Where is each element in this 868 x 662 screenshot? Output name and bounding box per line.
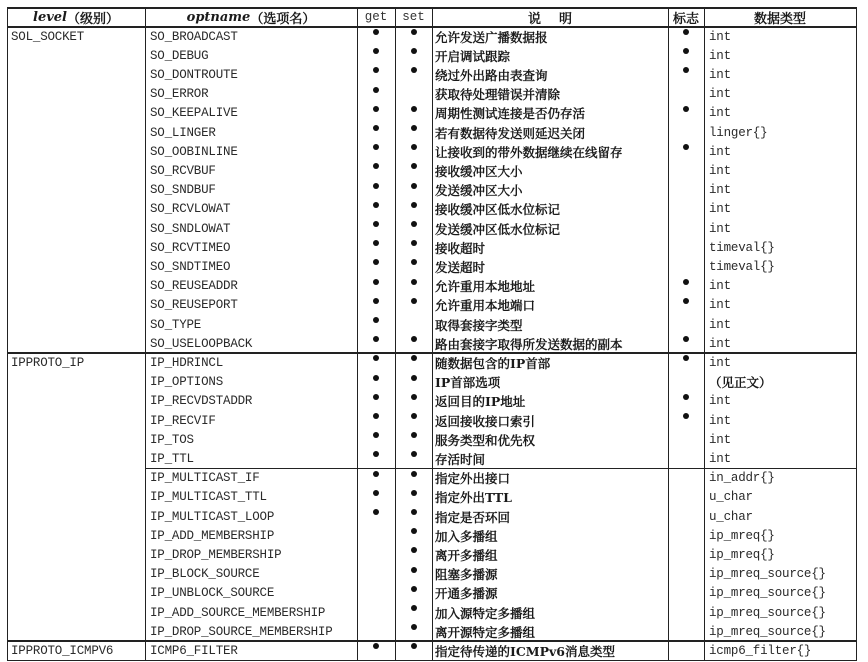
get-cell bbox=[357, 584, 395, 603]
get-cell bbox=[357, 469, 395, 488]
description-cell: 阻塞多播源 bbox=[435, 567, 498, 583]
set-cell bbox=[395, 181, 432, 200]
optname-cell: IP_RECVIF bbox=[150, 413, 216, 428]
set-bullet-icon bbox=[411, 240, 417, 246]
get-bullet-icon bbox=[373, 221, 379, 227]
set-cell bbox=[395, 123, 432, 142]
description-cell: 周期性测试连接是否仍存活 bbox=[435, 106, 586, 122]
get-cell bbox=[357, 430, 395, 449]
set-cell bbox=[395, 565, 432, 584]
optname-cell: IP_MULTICAST_IF bbox=[150, 471, 260, 486]
set-cell bbox=[395, 104, 432, 123]
get-cell bbox=[357, 161, 395, 180]
get-bullet-icon bbox=[373, 375, 379, 381]
flag-cell bbox=[668, 296, 704, 315]
datatype-cell: int bbox=[709, 317, 731, 332]
get-cell bbox=[357, 238, 395, 257]
set-cell bbox=[395, 200, 432, 219]
set-cell bbox=[395, 142, 432, 161]
description-cell: 允许重用本地端口 bbox=[435, 298, 536, 314]
datatype-cell: int bbox=[709, 67, 731, 82]
flag-bullet-icon bbox=[683, 413, 689, 419]
optname-cell: SO_DONTROUTE bbox=[150, 67, 238, 82]
optname-cell: SO_REUSEADDR bbox=[150, 279, 238, 294]
set-cell bbox=[395, 373, 432, 392]
get-bullet-icon bbox=[373, 183, 379, 189]
flag-cell bbox=[668, 641, 704, 660]
header-level bbox=[7, 7, 145, 27]
description-cell: 指定待传递的ICMPv6消息类型 bbox=[435, 643, 615, 659]
get-bullet-icon bbox=[373, 279, 379, 285]
description-cell: 路由套接字取得所发送数据的副本 bbox=[435, 336, 623, 352]
set-cell bbox=[395, 315, 432, 334]
flag-cell bbox=[668, 603, 704, 622]
get-bullet-icon bbox=[373, 87, 379, 93]
get-cell bbox=[357, 257, 395, 276]
get-cell bbox=[357, 449, 395, 468]
set-cell bbox=[395, 161, 432, 180]
header-level-italic: level bbox=[33, 9, 67, 25]
optname-cell: IP_DROP_SOURCE_MEMBERSHIP bbox=[150, 624, 333, 639]
description-cell: 发送缓冲区低水位标记 bbox=[435, 221, 561, 237]
flag-cell bbox=[668, 200, 704, 219]
set-bullet-icon bbox=[411, 567, 417, 573]
set-cell bbox=[395, 449, 432, 468]
get-cell bbox=[357, 353, 395, 372]
datatype-cell: ip_mreq_source{} bbox=[709, 624, 826, 639]
description-cell: 允许发送广播数据报 bbox=[435, 29, 548, 45]
get-cell bbox=[357, 488, 395, 507]
set-cell bbox=[395, 469, 432, 488]
datatype-cell: int bbox=[709, 221, 731, 236]
optname-cell: IP_TTL bbox=[150, 451, 194, 466]
get-bullet-icon bbox=[373, 509, 379, 515]
get-cell bbox=[357, 296, 395, 315]
set-cell bbox=[395, 219, 432, 238]
get-cell bbox=[357, 507, 395, 526]
datatype-cell: int bbox=[709, 413, 731, 428]
optname-cell: SO_ERROR bbox=[150, 87, 209, 102]
datatype-cell: （见正文） bbox=[709, 375, 772, 391]
description-cell: 返回接收接口索引 bbox=[435, 413, 536, 429]
set-cell bbox=[395, 238, 432, 257]
datatype-cell: int bbox=[709, 48, 731, 63]
flag-cell bbox=[668, 469, 704, 488]
set-bullet-icon bbox=[411, 221, 417, 227]
flag-cell bbox=[668, 65, 704, 84]
optname-cell: SO_SNDLOWAT bbox=[150, 221, 231, 236]
set-bullet-icon bbox=[411, 67, 417, 73]
flag-cell bbox=[668, 584, 704, 603]
flag-cell bbox=[668, 430, 704, 449]
optname-cell: SO_RCVTIMEO bbox=[150, 240, 231, 255]
datatype-cell: int bbox=[709, 163, 731, 178]
get-cell bbox=[357, 123, 395, 142]
get-cell bbox=[357, 181, 395, 200]
get-cell bbox=[357, 622, 395, 641]
set-cell bbox=[395, 622, 432, 641]
set-bullet-icon bbox=[411, 144, 417, 150]
datatype-cell: ip_mreq_source{} bbox=[709, 567, 826, 582]
get-bullet-icon bbox=[373, 336, 379, 342]
get-cell bbox=[357, 46, 395, 65]
column-divider bbox=[145, 7, 146, 661]
column-divider bbox=[856, 7, 857, 661]
header-datatype: 数据类型 bbox=[753, 11, 806, 27]
description-cell: 允许重用本地地址 bbox=[435, 279, 536, 295]
set-cell bbox=[395, 603, 432, 622]
get-cell bbox=[357, 277, 395, 296]
optname-cell: SO_RCVLOWAT bbox=[150, 202, 231, 217]
column-divider bbox=[357, 7, 358, 661]
datatype-cell: int bbox=[709, 183, 731, 198]
datatype-cell: int bbox=[709, 29, 731, 44]
description-cell: 加入源特定多播组 bbox=[435, 605, 536, 621]
datatype-cell: timeval{} bbox=[709, 240, 775, 255]
datatype-cell: u_char bbox=[709, 490, 753, 505]
set-bullet-icon bbox=[411, 375, 417, 381]
get-bullet-icon bbox=[373, 144, 379, 150]
optname-cell: IP_UNBLOCK_SOURCE bbox=[150, 586, 275, 601]
flag-bullet-icon bbox=[683, 144, 689, 150]
set-bullet-icon bbox=[411, 547, 417, 553]
set-cell bbox=[395, 85, 432, 104]
get-cell bbox=[357, 65, 395, 84]
flag-cell bbox=[668, 353, 704, 372]
set-cell bbox=[395, 277, 432, 296]
optname-cell: IP_HDRINCL bbox=[150, 355, 224, 370]
get-bullet-icon bbox=[373, 355, 379, 361]
header-flag: 标志 bbox=[672, 11, 699, 27]
description-cell: 离开多播组 bbox=[435, 547, 498, 563]
description-cell: 存活时间 bbox=[435, 451, 486, 467]
flag-cell bbox=[668, 277, 704, 296]
datatype-cell: int bbox=[709, 279, 731, 294]
get-bullet-icon bbox=[373, 394, 379, 400]
flag-cell bbox=[668, 219, 704, 238]
optname-cell: SO_OOBINLINE bbox=[150, 144, 238, 159]
optname-cell: IP_ADD_SOURCE_MEMBERSHIP bbox=[150, 605, 326, 620]
row-divider bbox=[7, 640, 856, 642]
description-cell: 开通多播源 bbox=[435, 586, 498, 602]
set-cell bbox=[395, 507, 432, 526]
get-bullet-icon bbox=[373, 240, 379, 246]
row-divider bbox=[145, 468, 856, 470]
optname-cell: IP_OPTIONS bbox=[150, 375, 224, 390]
set-bullet-icon bbox=[411, 355, 417, 361]
get-cell bbox=[357, 545, 395, 564]
header-description: 说 明 bbox=[527, 11, 573, 27]
set-cell bbox=[395, 296, 432, 315]
optname-cell: IP_MULTICAST_TTL bbox=[150, 490, 267, 505]
description-cell: 接收缓冲区大小 bbox=[435, 163, 523, 179]
optname-cell: SO_REUSEPORT bbox=[150, 298, 238, 313]
column-divider bbox=[395, 7, 396, 661]
get-bullet-icon bbox=[373, 432, 379, 438]
flag-bullet-icon bbox=[683, 394, 689, 400]
datatype-cell: int bbox=[709, 394, 731, 409]
set-cell bbox=[395, 65, 432, 84]
header-optname-zh: （选项名） bbox=[250, 11, 316, 27]
get-cell bbox=[357, 411, 395, 430]
description-cell: 让接收到的带外数据继续在线留存 bbox=[435, 144, 623, 160]
set-cell bbox=[395, 545, 432, 564]
set-bullet-icon bbox=[411, 183, 417, 189]
optname-cell: IP_DROP_MEMBERSHIP bbox=[150, 547, 282, 562]
get-bullet-icon bbox=[373, 48, 379, 54]
set-bullet-icon bbox=[411, 336, 417, 342]
flag-cell bbox=[668, 622, 704, 641]
level-cell bbox=[7, 469, 145, 488]
get-bullet-icon bbox=[373, 451, 379, 457]
set-bullet-icon bbox=[411, 643, 417, 649]
set-bullet-icon bbox=[411, 451, 417, 457]
optname-cell: SO_USELOOPBACK bbox=[150, 336, 253, 351]
set-bullet-icon bbox=[411, 29, 417, 35]
datatype-cell: int bbox=[709, 202, 731, 217]
header-set: set bbox=[402, 10, 425, 24]
get-cell bbox=[357, 334, 395, 353]
get-bullet-icon bbox=[373, 413, 379, 419]
get-bullet-icon bbox=[373, 317, 379, 323]
get-bullet-icon bbox=[373, 471, 379, 477]
header-optname bbox=[145, 7, 357, 27]
datatype-cell: ip_mreq{} bbox=[709, 528, 775, 543]
description-cell: 开启调试跟踪 bbox=[435, 48, 511, 64]
get-cell bbox=[357, 142, 395, 161]
flag-cell bbox=[668, 238, 704, 257]
header-level-zh: （级别） bbox=[66, 11, 119, 27]
set-bullet-icon bbox=[411, 471, 417, 477]
get-cell bbox=[357, 104, 395, 123]
flag-cell bbox=[668, 257, 704, 276]
set-bullet-icon bbox=[411, 298, 417, 304]
get-bullet-icon bbox=[373, 29, 379, 35]
get-bullet-icon bbox=[373, 490, 379, 496]
get-bullet-icon bbox=[373, 643, 379, 649]
datatype-cell: int bbox=[709, 355, 731, 370]
datatype-cell: ip_mreq_source{} bbox=[709, 586, 826, 601]
set-bullet-icon bbox=[411, 490, 417, 496]
get-cell bbox=[357, 526, 395, 545]
row-divider bbox=[7, 352, 856, 354]
flag-cell bbox=[668, 545, 704, 564]
datatype-cell: timeval{} bbox=[709, 259, 775, 274]
flag-bullet-icon bbox=[683, 29, 689, 35]
get-cell bbox=[357, 200, 395, 219]
set-cell bbox=[395, 257, 432, 276]
set-bullet-icon bbox=[411, 528, 417, 534]
flag-cell bbox=[668, 526, 704, 545]
row-divider bbox=[7, 7, 856, 9]
flag-bullet-icon bbox=[683, 279, 689, 285]
column-divider bbox=[7, 7, 8, 661]
description-cell: 随数据包含的IP首部 bbox=[435, 355, 551, 371]
level-cell: IPPROTO_IP bbox=[11, 355, 85, 370]
set-bullet-icon bbox=[411, 432, 417, 438]
get-cell bbox=[357, 373, 395, 392]
set-cell bbox=[395, 488, 432, 507]
set-bullet-icon bbox=[411, 394, 417, 400]
row-divider bbox=[7, 660, 856, 662]
flag-cell bbox=[668, 392, 704, 411]
optname-cell: IP_RECVDSTADDR bbox=[150, 394, 253, 409]
get-bullet-icon bbox=[373, 298, 379, 304]
flag-cell bbox=[668, 104, 704, 123]
optname-cell: IP_BLOCK_SOURCE bbox=[150, 567, 260, 582]
set-cell bbox=[395, 334, 432, 353]
flag-bullet-icon bbox=[683, 48, 689, 54]
set-bullet-icon bbox=[411, 125, 417, 131]
datatype-cell: ip_mreq_source{} bbox=[709, 605, 826, 620]
column-divider bbox=[432, 7, 433, 661]
set-cell bbox=[395, 584, 432, 603]
set-cell bbox=[395, 526, 432, 545]
get-cell bbox=[357, 392, 395, 411]
set-cell bbox=[395, 392, 432, 411]
get-bullet-icon bbox=[373, 202, 379, 208]
optname-cell: SO_DEBUG bbox=[150, 48, 209, 63]
description-cell: 发送缓冲区大小 bbox=[435, 183, 523, 199]
get-cell bbox=[357, 85, 395, 104]
header-get: get bbox=[364, 10, 388, 24]
set-bullet-icon bbox=[411, 586, 417, 592]
row-divider bbox=[7, 26, 856, 28]
set-bullet-icon bbox=[411, 202, 417, 208]
set-bullet-icon bbox=[411, 106, 417, 112]
set-bullet-icon bbox=[411, 279, 417, 285]
set-cell bbox=[395, 353, 432, 372]
flag-cell bbox=[668, 46, 704, 65]
flag-bullet-icon bbox=[683, 336, 689, 342]
description-cell: 指定外出接口 bbox=[435, 471, 511, 487]
get-bullet-icon bbox=[373, 163, 379, 169]
set-bullet-icon bbox=[411, 413, 417, 419]
set-cell bbox=[395, 411, 432, 430]
flag-cell bbox=[668, 565, 704, 584]
optname-cell: SO_SNDBUF bbox=[150, 183, 216, 198]
level-cell: SOL_SOCKET bbox=[11, 29, 85, 44]
datatype-cell: u_char bbox=[709, 509, 753, 524]
flag-cell bbox=[668, 373, 704, 392]
flag-bullet-icon bbox=[683, 106, 689, 112]
description-cell: 接收缓冲区低水位标记 bbox=[435, 202, 561, 218]
datatype-cell: int bbox=[709, 106, 731, 121]
description-cell: 接收超时 bbox=[435, 240, 486, 256]
description-cell: 取得套接字类型 bbox=[435, 317, 523, 333]
datatype-cell: int bbox=[709, 87, 731, 102]
optname-cell: IP_MULTICAST_LOOP bbox=[150, 509, 275, 524]
optname-cell: SO_SNDTIMEO bbox=[150, 259, 231, 274]
optname-cell: SO_RCVBUF bbox=[150, 163, 216, 178]
set-cell bbox=[395, 430, 432, 449]
description-cell: 绕过外出路由表查询 bbox=[435, 67, 548, 83]
set-bullet-icon bbox=[411, 605, 417, 611]
set-bullet-icon bbox=[411, 509, 417, 515]
datatype-cell: in_addr{} bbox=[709, 471, 775, 486]
flag-bullet-icon bbox=[683, 67, 689, 73]
flag-bullet-icon bbox=[683, 355, 689, 361]
get-bullet-icon bbox=[373, 259, 379, 265]
set-bullet-icon bbox=[411, 48, 417, 54]
get-bullet-icon bbox=[373, 125, 379, 131]
level-cell: IPPROTO_ICMPV6 bbox=[11, 643, 114, 658]
column-divider bbox=[704, 7, 705, 661]
description-cell: IP首部选项 bbox=[435, 375, 501, 391]
datatype-cell: int bbox=[709, 144, 731, 159]
datatype-cell: int bbox=[709, 336, 731, 351]
set-bullet-icon bbox=[411, 163, 417, 169]
get-cell bbox=[357, 315, 395, 334]
description-cell: 指定外出TTL bbox=[435, 490, 512, 506]
description-cell: 获取待处理错误并清除 bbox=[435, 87, 561, 103]
get-cell bbox=[357, 603, 395, 622]
flag-cell bbox=[668, 27, 704, 46]
description-cell: 返回目的IP地址 bbox=[435, 394, 526, 410]
flag-cell bbox=[668, 334, 704, 353]
get-cell bbox=[357, 219, 395, 238]
flag-cell bbox=[668, 411, 704, 430]
set-cell bbox=[395, 27, 432, 46]
get-cell bbox=[357, 565, 395, 584]
flag-cell bbox=[668, 181, 704, 200]
get-bullet-icon bbox=[373, 106, 379, 112]
set-cell bbox=[395, 46, 432, 65]
flag-cell bbox=[668, 449, 704, 468]
datatype-cell: icmp6_filter{} bbox=[709, 643, 812, 658]
optname-cell: SO_KEEPALIVE bbox=[150, 106, 238, 121]
optname-cell: SO_LINGER bbox=[150, 125, 216, 140]
optname-cell: ICMP6_FILTER bbox=[150, 643, 238, 658]
description-cell: 指定是否环回 bbox=[435, 509, 511, 525]
header-optname-italic: optname bbox=[186, 9, 251, 25]
datatype-cell: linger{} bbox=[709, 125, 768, 140]
optname-cell: IP_TOS bbox=[150, 432, 194, 447]
optname-cell: SO_BROADCAST bbox=[150, 29, 238, 44]
flag-cell bbox=[668, 161, 704, 180]
optname-cell: IP_ADD_MEMBERSHIP bbox=[150, 528, 275, 543]
flag-bullet-icon bbox=[683, 298, 689, 304]
optname-cell: SO_TYPE bbox=[150, 317, 202, 332]
flag-cell bbox=[668, 142, 704, 161]
description-cell: 加入多播组 bbox=[435, 528, 498, 544]
get-cell bbox=[357, 641, 395, 660]
datatype-cell: int bbox=[709, 451, 731, 466]
flag-cell bbox=[668, 123, 704, 142]
description-cell: 若有数据待发送则延迟关闭 bbox=[435, 125, 586, 141]
get-bullet-icon bbox=[373, 67, 379, 73]
set-bullet-icon bbox=[411, 624, 417, 630]
description-cell: 离开源特定多播组 bbox=[435, 624, 536, 640]
datatype-cell: int bbox=[709, 298, 731, 313]
get-cell bbox=[357, 27, 395, 46]
datatype-cell: int bbox=[709, 432, 731, 447]
flag-cell bbox=[668, 315, 704, 334]
column-divider bbox=[668, 7, 669, 661]
datatype-cell: ip_mreq{} bbox=[709, 547, 775, 562]
flag-cell bbox=[668, 507, 704, 526]
set-cell bbox=[395, 641, 432, 660]
description-cell: 发送超时 bbox=[435, 259, 486, 275]
flag-cell bbox=[668, 85, 704, 104]
flag-cell bbox=[668, 488, 704, 507]
set-bullet-icon bbox=[411, 259, 417, 265]
description-cell: 服务类型和优先权 bbox=[435, 432, 536, 448]
